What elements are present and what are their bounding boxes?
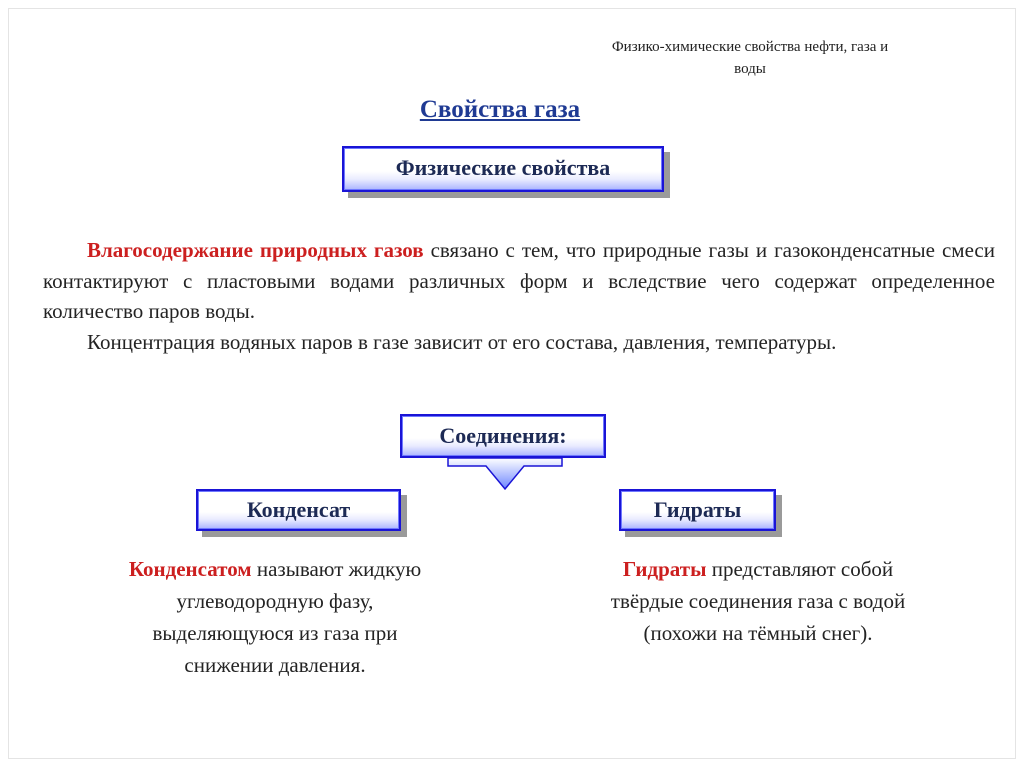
condensate-line1 bbox=[55, 553, 495, 585]
condensate-line3: выделяющуюся из газа при bbox=[152, 621, 398, 645]
hydrates-term: Гидраты bbox=[622, 557, 707, 581]
condensate-term: Конденсатом bbox=[128, 557, 252, 581]
moisture-term: Влагосодержание природных газов bbox=[87, 238, 424, 262]
paragraph-concentration: Концентрация водяных паров в газе зависит от его состава, давления, температуры. bbox=[87, 329, 837, 354]
header-caption bbox=[560, 36, 940, 80]
hydrates-line2: твёрдые соединения газа с водой bbox=[610, 589, 906, 613]
condensate-box: Конденсат bbox=[196, 489, 401, 531]
section-title: Свойства газа bbox=[419, 96, 581, 123]
hydrates-box: Гидраты bbox=[619, 489, 776, 531]
header-caption-line1: Физико-химические свойства нефти, газа и bbox=[611, 39, 889, 55]
moisture-description: связано с тем, что природные газы и газоконденсатные смеси контактируют с пластовыми водами различных форм и вследствие чего содержат определенное количество паров воды. bbox=[43, 238, 995, 323]
down-arrow-icon bbox=[440, 456, 570, 492]
hydrates-line3: (похожи на тёмный снег). bbox=[643, 621, 873, 645]
hydrates-line1-text: представляют собой bbox=[706, 557, 894, 581]
main-text bbox=[43, 235, 995, 357]
hydrates-definition bbox=[548, 553, 968, 649]
condensate-definition bbox=[55, 553, 495, 681]
condensate-line1-text: называют жидкую bbox=[251, 557, 422, 581]
hydrates-line1 bbox=[548, 553, 968, 585]
condensate-line4: снижении давления. bbox=[184, 653, 366, 677]
connections-box: Соединения: bbox=[400, 414, 606, 458]
physical-properties-box: Физические свойства bbox=[342, 146, 664, 192]
paragraph-moisture bbox=[43, 235, 995, 327]
condensate-line2: углеводородную фазу, bbox=[176, 589, 374, 613]
header-caption-line2: воды bbox=[734, 61, 766, 77]
